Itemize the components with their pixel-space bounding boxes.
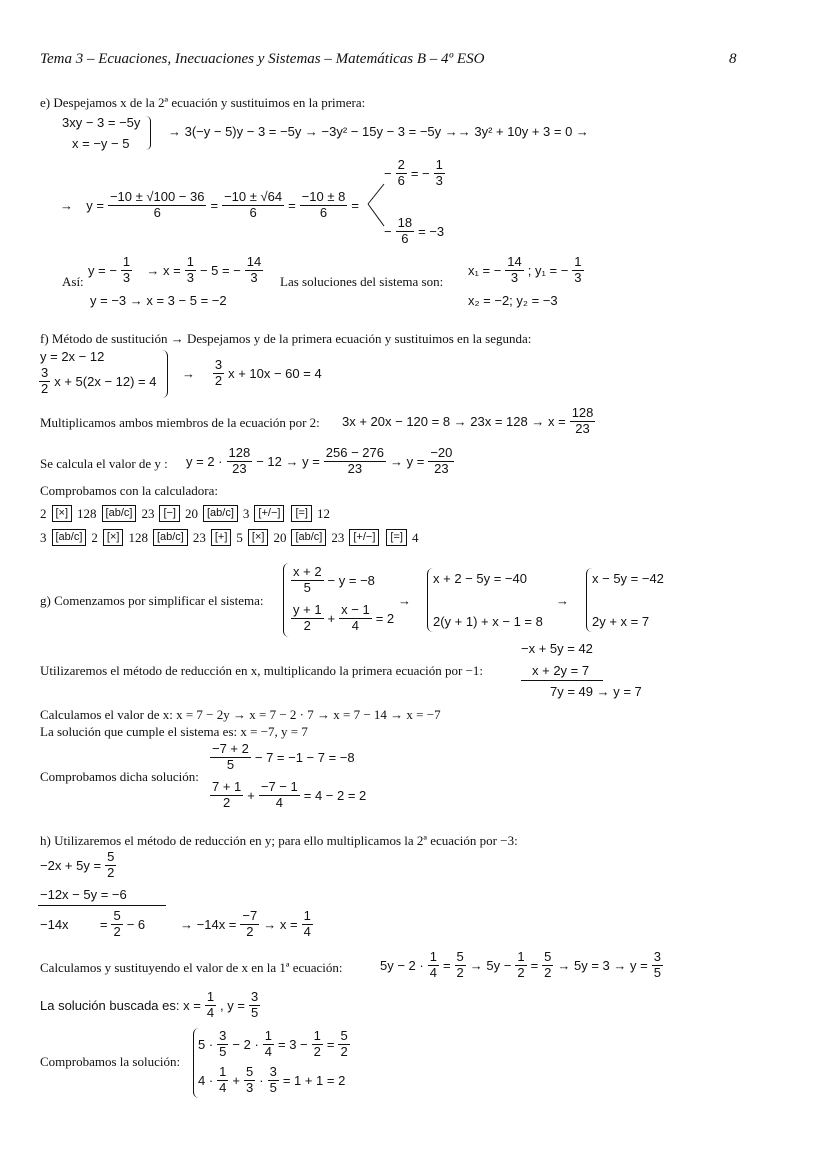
key-sign: [+/−] bbox=[349, 529, 379, 546]
g-arrow-1: → bbox=[398, 593, 411, 608]
e-final-solution-1: x₁ = − $\frac{14}{3}$ ; y₁ = − $\frac{1}{3}$ bbox=[468, 254, 582, 285]
e-asi-label: Así: bbox=[62, 274, 84, 289]
key-sign: [+/−] bbox=[254, 505, 284, 522]
g-reduction-row1: −x + 5y = 42 bbox=[521, 641, 593, 656]
g-calc-x: Calculamos el valor de x: x = 7 − 2y → x = 7 − 2 · 7 → x = 7 − 14 → x = −7 bbox=[40, 707, 441, 722]
h-check-eq2: 4 · 1 4 + $\frac{5}{3}$ · $\frac{3}{5}$ = 1 + 1 = 2 bbox=[198, 1064, 346, 1095]
h-reduction-line bbox=[38, 905, 166, 906]
f-calculator-seq-2: 3 [ab/c] 2 [×] 128 [ab/c] 23 [+] 5 [×] 20 [ab/c] 23 [+/−] [=] 4 bbox=[40, 530, 419, 545]
e-branch-lines bbox=[366, 180, 386, 230]
g-reduction-line bbox=[521, 680, 603, 681]
e-system-eq2: x = −y − 5 bbox=[72, 136, 130, 151]
e-branch-2: − $\frac{18}{6}$ = −3 bbox=[384, 215, 445, 246]
e-solution-2: y = −3 → x = 3 − 5 = −2 bbox=[90, 293, 227, 308]
h-reduction-row1: −2x + 5y = $\frac{5}{2}$ bbox=[40, 849, 115, 880]
h-reduction-row2: −12x − 5y = −6 bbox=[40, 887, 127, 902]
g-intro: g) Comenzamos por simplificar el sistema: bbox=[40, 593, 264, 608]
f-system-brace bbox=[162, 350, 168, 398]
f-calculator-text: Comprobamos con la calculadora: bbox=[40, 483, 218, 498]
key-fraction: [ab/c] bbox=[203, 505, 238, 522]
f-multiply-equation: 3x + 20x − 120 = 8 → 23x = 128 → x = $\frac{128}{23}$ bbox=[342, 405, 594, 436]
h-check-text: Comprobamos la solución: bbox=[40, 1054, 181, 1069]
e-branch-1: − $\frac{2}{6}$ = − $\frac{1}{3}$ bbox=[384, 157, 443, 188]
f-multiply-text: Multiplicamos ambos miembros de la ecuación por 2: bbox=[40, 415, 320, 430]
h-intro: h) Utilizaremos el método de reducción en y; para ello multiplicamos la 2ª ecuación por −3: bbox=[40, 833, 518, 848]
e-solution-1: y = − $\frac{1}{3}$ → x = $\frac{1}{3}$ − 5 = − $\frac{14}{3}$ bbox=[88, 254, 262, 285]
g-system-brace-1 bbox=[283, 563, 289, 637]
h-check-eq1: 5 · 3 5 − 2 · $\frac{1}{4}$ = 3 − $\frac{1}{2}$ = $\frac{5}{2}$ bbox=[198, 1028, 348, 1059]
e-final-solution-2: x₂ = −2; y₂ = −3 bbox=[468, 293, 558, 308]
e-system-eq1: 3xy − 3 = −5y bbox=[62, 115, 141, 130]
f-calc-y-equation: y = 2 · 128 23 − 12 → y = $\frac{256 - 276}{23}$ → y = $\frac{-20}{23}$ bbox=[186, 445, 453, 476]
page-header-title: Tema 3 – Ecuaciones, Inecuaciones y Sistemas – Matemáticas B – 4º ESO bbox=[40, 51, 485, 67]
g-simplified-eq2: 2(y + 1) + x − 1 = 8 bbox=[433, 614, 543, 629]
key-fraction: [ab/c] bbox=[153, 529, 188, 546]
g-simplified-eq1: x + 2 − 5y = −40 bbox=[433, 571, 527, 586]
h-calc-y-text: Calculamos y sustituyendo el valor de x en la 1ª ecuación: bbox=[40, 960, 343, 975]
key-fraction: [ab/c] bbox=[291, 529, 326, 546]
key-multiply: [×] bbox=[103, 529, 124, 546]
e-solutions-text: Las soluciones del sistema son: bbox=[280, 274, 444, 289]
f-intro: f) Método de sustitución → Despejamos y de la primera ecuación y sustituimos en la segunda: bbox=[40, 331, 532, 346]
page-number: 8 bbox=[729, 51, 737, 67]
e-intro: e) Despejamos x de la 2ª ecuación y sustituimos en la primera: bbox=[40, 95, 366, 110]
key-fraction: [ab/c] bbox=[102, 505, 137, 522]
key-fraction: [ab/c] bbox=[52, 529, 87, 546]
f-system-eq2: 3 2 x + 5(2x − 12) = 4 bbox=[41, 365, 157, 396]
key-equals: [=] bbox=[386, 529, 407, 546]
g-reduced-eq1: x − 5y = −42 bbox=[592, 571, 664, 586]
key-minus: [−] bbox=[159, 505, 180, 522]
f-system-eq1: y = 2x − 12 bbox=[40, 349, 105, 364]
f-calc-y-text: Se calcula el valor de y : bbox=[40, 456, 168, 471]
h-solution: La solución buscada es: x = $\frac{1}{4}$ , y = $\frac{3}{5}$ bbox=[40, 989, 259, 1020]
g-reduction-text: Utilizaremos el método de reducción en x, multiplicando la primera ecuación por −1: bbox=[40, 663, 484, 678]
g-reduction-result: 7y = 49 → y = 7 bbox=[550, 684, 642, 699]
h-reduction-result: −14x = $\frac{5}{2}$ − 6 → −14x = $\frac{-7}{2}$ → x = $\frac{1}{4}$ bbox=[40, 908, 311, 939]
g-system-eq2: y + 1 2 + $\frac{x - 1}{4}$ = 2 bbox=[293, 602, 395, 633]
g-reduction-row2: x + 2y = 7 bbox=[532, 663, 590, 678]
g-check-eq2: 7 + 1 2 + $\frac{-7 - 1}{4}$ = 4 − 2 = 2 bbox=[212, 779, 367, 810]
key-multiply: [×] bbox=[248, 529, 269, 546]
e-quadratic-solution: → y = $\frac{-10 \pm √100 - 36}{6}$ = $\frac{-10 \pm √64}{6}$ = $\frac{-10 \pm 8}{6}$ = bbox=[60, 189, 359, 220]
key-multiply: [×] bbox=[52, 505, 73, 522]
h-calc-y-equation: 5y − 2 · $\frac{1}{4}$ = $\frac{5}{2}$ → 5y − $\frac{1}{2}$ = $\frac{5}{2}$ → 5y = 3 → y = $\frac{3}{5}$ bbox=[380, 949, 661, 980]
g-system-eq1: x + 2 5 − y = −8 bbox=[293, 564, 375, 595]
key-equals: [=] bbox=[291, 505, 312, 522]
g-check-eq1: −7 + 2 5 − 7 = −1 − 7 = −8 bbox=[212, 741, 355, 772]
f-result-equation: → 3 2 x + 10x − 60 = 4 bbox=[182, 357, 322, 388]
g-reduced-eq2: 2y + x = 7 bbox=[592, 614, 650, 629]
key-plus: [+] bbox=[211, 529, 232, 546]
g-check-text: Comprobamos dicha solución: bbox=[40, 769, 199, 784]
e-substitution-chain: → 3(−y − 5)y − 3 = −5y → −3y² − 15y − 3 = −5y →→ 3y² + 10y + 3 = 0 → bbox=[168, 124, 589, 139]
g-solution: La solución que cumple el sistema es: x = −7, y = 7 bbox=[40, 724, 308, 739]
g-arrow-2: → bbox=[556, 593, 569, 608]
e-system-brace bbox=[146, 116, 151, 150]
f-calculator-seq-1: 2 [×] 128 [ab/c] 23 [−] 20 [ab/c] 3 [+/−] [=] 12 bbox=[40, 506, 330, 521]
